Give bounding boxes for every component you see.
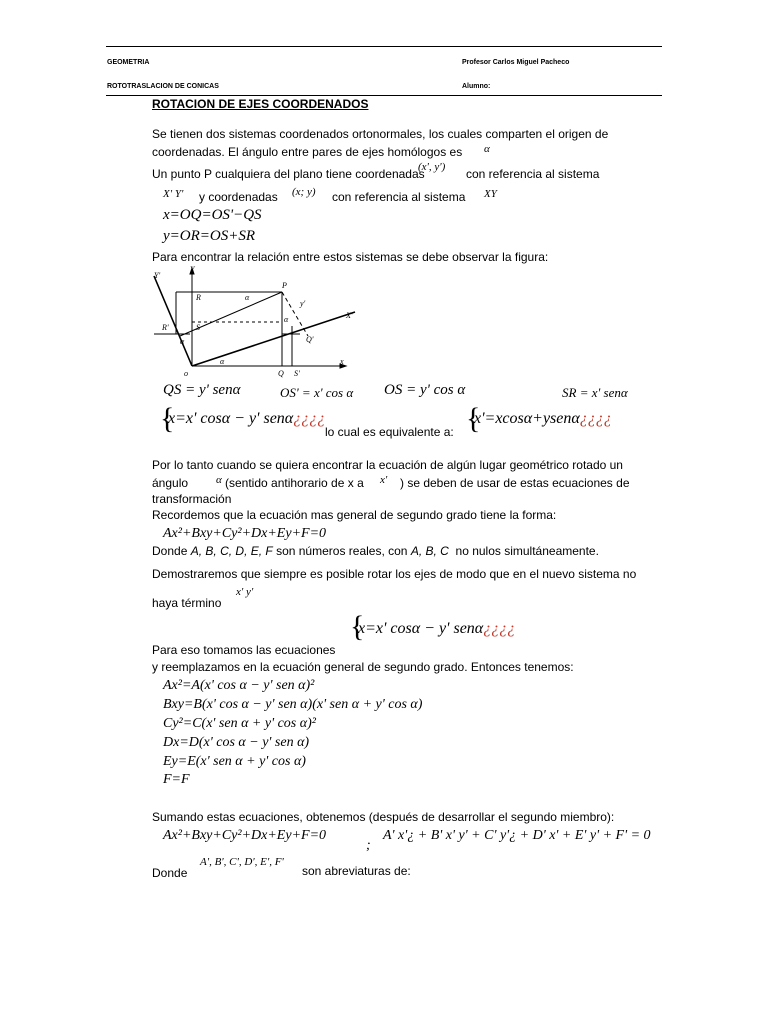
equivalent-text: lo cual es equivalente a: — [325, 425, 454, 439]
sum-equation: Ax²+Bxy+Cy²+Dx+Ey+F=0 — [163, 828, 327, 843]
brace-left-1: { — [160, 402, 175, 435]
fig-label-qprime: Q' — [306, 335, 314, 344]
equation-y: y=OR=OS+SR — [163, 228, 256, 244]
paragraph-point-4: con referencia al sistema — [332, 190, 466, 204]
fig-label-alpha4: α — [220, 357, 225, 366]
paragraph-sum: Sumando estas ecuaciones, obtenemos (después de desarrollar el segundo miembro): — [152, 810, 615, 824]
coord-xy: (x; y) — [292, 186, 316, 198]
expansion-dx: Dx=D(x' cos α − y' sen α) — [163, 735, 310, 750]
system-1: x=x' cosα − y' senα¿¿¿¿ — [168, 410, 326, 427]
fig-label-y: Y — [190, 265, 195, 274]
paragraph-demo-2: haya término — [152, 596, 222, 610]
paragraph-rotated-5: transformación — [152, 492, 232, 506]
paragraph-point-3: y coordenadas — [199, 190, 278, 204]
relation-sr: SR = x' senα — [562, 385, 628, 400]
paragraph-demo-1: Demostraremos que siempre es posible rotar los ejes de modo que en el nuevo sistema no — [152, 567, 637, 581]
header-subject: GEOMETRIA — [107, 59, 150, 66]
paragraph-take: Para eso tomamos las ecuaciones — [152, 643, 336, 657]
fig-label-rprime: R' — [162, 323, 169, 332]
fig-label-x: x — [340, 357, 344, 366]
fig-label-yprime: Y' — [154, 271, 161, 280]
header-professor: Profesor Carlos Miguel Pacheco — [462, 59, 570, 66]
paragraph-point-1: Un punto P cualquiera del plano tiene coordenadas — [152, 167, 425, 181]
general-equation: Ax²+Bxy+Cy²+Dx+Ey+F=0 — [163, 526, 327, 541]
system-xy: XY — [484, 188, 497, 200]
paragraph-figure-intro: Para encontrar la relación entre estos sistemas se debe observar la figura: — [152, 250, 549, 264]
fig-label-p: P — [282, 281, 287, 290]
system-prime: X' Y' — [163, 188, 184, 200]
relation-qs: QS = y' senα — [163, 382, 241, 398]
paragraph-rotated-4: ) se deben de usar de estas ecuaciones de — [400, 476, 630, 490]
header-student: Alumno: — [462, 83, 491, 90]
paragraph-rotated-2: ángulo — [152, 476, 189, 490]
paragraph-intro-2: coordenadas. El ángulo entre pares de ejes homólogos es — [152, 145, 463, 159]
system-3: x=x' cosα − y' senα¿¿¿¿ — [358, 620, 516, 637]
relation-os-prime: OS' = x' cos α — [280, 385, 354, 400]
semicolon: ; — [366, 838, 371, 853]
brace-left-3: { — [350, 610, 365, 643]
fig-label-s: S — [196, 323, 200, 332]
fig-label-q: Q — [278, 369, 284, 378]
paragraph-replace: y reemplazamos en la ecuación general de segundo grado. Entonces tenemos: — [152, 660, 574, 674]
paragraph-rotated-3: (sentido antihorario de x a — [225, 476, 364, 490]
paragraph-where: Donde A, B, C, D, E, F son números reales, con A, B, C no nulos simultáneamente. — [152, 544, 599, 558]
paragraph-intro-1: Se tienen dos sistemas coordenados ortonormales, los cuales comparten el origen de — [152, 127, 609, 141]
fig-label-alpha2: α — [284, 315, 289, 324]
paragraph-general: Recordemos que la ecuación mas general de segundo grado tiene la forma: — [152, 508, 557, 522]
fig-label-sprime: S' — [294, 369, 300, 378]
expansion-ey: Ey=E(x' sen α + y' cos α) — [163, 754, 306, 769]
paragraph-coefs-1: Donde — [152, 866, 188, 880]
header-top-rule — [106, 46, 662, 47]
rotation-figure — [150, 264, 360, 380]
fig-label-alpha1: α — [245, 293, 250, 302]
fig-label-r: R — [196, 293, 201, 302]
coord-prime: (x', y') — [418, 161, 446, 173]
paragraph-point-2: con referencia al sistema — [466, 167, 600, 181]
y-prime-axis — [154, 276, 192, 366]
xpyp-term: x' y' — [236, 586, 254, 598]
expansion-bxy: Bxy=B(x' cos α − y' sen α)(x' sen α + y' cos α) — [163, 697, 423, 712]
alpha-symbol: α — [484, 143, 490, 155]
paragraph-rotated-1: Por lo tanto cuando se quiera encontrar la ecuación de algún lugar geométrico rotado un — [152, 458, 623, 472]
alpha-symbol-2: α — [216, 474, 222, 486]
fig-label-o: o — [184, 369, 188, 378]
brace-left-2: { — [466, 402, 481, 435]
relation-os: OS = y' cos α — [384, 382, 466, 398]
fig-label-yp: y' — [300, 299, 306, 308]
paragraph-coefs-2: son abreviaturas de: — [302, 864, 411, 878]
fig-label-xprime: X' — [346, 311, 353, 320]
new-equation: A' x'¿ + B' x' y' + C' y'¿ + D' x' + E' y' + F' = 0 — [383, 828, 651, 843]
system-2: x'=xcosα+ysenα¿¿¿¿ — [474, 410, 612, 427]
header-bottom-rule — [106, 95, 662, 96]
fig-label-alpha3: α — [180, 337, 185, 346]
equation-x: x=OQ=OS'−QS — [163, 207, 262, 223]
expansion-cy2: Cy²=C(x' sen α + y' cos α)² — [163, 716, 316, 731]
coefs-list: A', B', C', D', E', F' — [200, 856, 284, 868]
header-topic: ROTOTRASLACION DE CONICAS — [107, 83, 219, 90]
x-prime-symbol: x' — [380, 474, 388, 486]
expansion-f: F=F — [163, 772, 190, 787]
page-title: ROTACION DE EJES COORDENADOS — [152, 97, 369, 111]
expansion-ax2: Ax²=A(x' cos α − y' sen α)² — [163, 678, 315, 693]
